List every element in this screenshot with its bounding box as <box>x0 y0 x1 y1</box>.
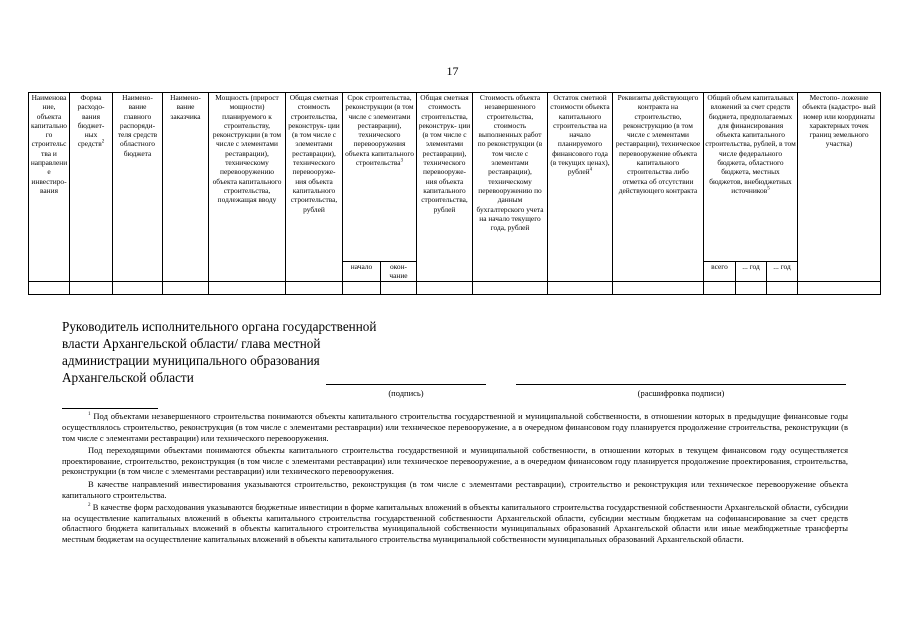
header-year-1: ... год <box>736 262 767 282</box>
footnotes <box>62 411 848 545</box>
header-location: Местопо- ложение объекта (кадастро- вый номер или координаты характерных точек границ земельного участка) <box>798 93 881 282</box>
investment-table <box>28 92 881 295</box>
footnote-2: $^2$ В качестве форм расходования указываются бюджетные инвестиции в форме капитальных вложений в объекты капитального строительства государственной собственности Архангельской области, субсидии на осуществление капитальных вложений в объекты капитального строительства государственной собственности Архангельской области, субсидии местным бюджетам на софинансирование за счет средств областного бюджета капитальных вложений в объекты капитального строительства муниципальной собственности муниципальных образований Архангельской области или иные межбюджетные трансферты местным бюджетам на осуществление капитальных вложений в объекты капитального строительства муниципальной собственности муниципальных образований Архангельской области. <box>62 501 848 545</box>
header-estimated-cost: Общая сметная стоимость строительства, реконструк- ции (в том числе с элементами реставрации), технического перевооруже- ния объекта капитального строительства, рублей <box>286 93 343 282</box>
decode-caption: (расшифровка подписи) <box>637 388 725 398</box>
header-year-2: ... год <box>767 262 798 282</box>
page-number: 17 <box>446 64 459 78</box>
decode-line <box>516 384 846 385</box>
header-total: всего <box>704 262 736 282</box>
footnote-paragraph-3: В качестве направлений инвестирования указываются строительство, реконструкция (в том числе с элементами реставрации), строительство и реконструкция или техническое перевооружение объекта капитального строительства. <box>62 478 848 500</box>
table-row <box>29 282 881 295</box>
header-construction-period: Срок строительства, реконструкции (в том числе с элементами реставрации), технического перевооружения объекта капитального строительства$^3$ <box>343 93 417 262</box>
header-remaining-cost: Остаток сметной стоимости объекта капитального строительства на начало планируемого финансового года (в текущих ценах), рублей$^4$ <box>548 93 613 282</box>
header-unfinished-cost: Стоимость объекта незавершенного строительства, стоимость выполненных работ по реконструкции (в том числе с элементами реставрации), техническому перевооружению по данным бухгалтерского учета на начало текущего года, рублей <box>473 93 548 282</box>
signatory-position: Руководитель исполнительного органа государственной власти Архангельской области/ глава местной администрации муниципального образования Архангельской области <box>62 319 377 385</box>
footnote-1: $^1$ Под объектами незавершенного строительства понимаются объекты капитального строительства государственной и муниципальной собственности, в отношении которых в предыдущие финансовые годы осуществлялось строительство, реконструкция (в том числе с элементами реставрации) или техническое перевооружение, а в очередном финансовом году планируется продолжение строительства, реконструкции (в том числе с элементами реставрации) или технического перевооружения. <box>62 411 848 443</box>
footnote-rule <box>62 408 158 409</box>
header-period-start: начало <box>343 262 381 282</box>
header-customer: Наимено- вание заказчика <box>163 93 209 282</box>
header-main-manager: Наимено- вание главного распоряди- теля средств областного бюджета <box>113 93 163 282</box>
header-total-investment: Общий объем капитальных вложений за счет средств бюджета, предполагаемых для финансирования объекта капитального строительства, рублей, в том числе федерального бюджета, областного бюджета, местных бюджетов, внебюджетных источников$^5$ <box>704 93 798 262</box>
footnote-paragraph-2: Под переходящими объектами понимаются объекты капитального строительства государственной и муниципальной собственности, в отношении которых в текущем финансовом году осуществляется проектирование, строительство, реконструкция (в том числе с элементами реставрации) или техническое перевооружение, а в очередном финансовом году планируется продолжение проектирования, строительства, реконструкции (в том числе с элементами реставрации) или технического перевооружения. <box>62 444 848 477</box>
header-estimated-cost-2: Общая сметная стоимость строительства, реконструк- ции (в том числе с элементами реставрации), технического перевооруже- ния объекта капитального строительства, рублей <box>417 93 473 282</box>
header-spending-form: Форма расходо- вания бюджет- ных средств$^2$ <box>70 93 113 282</box>
header-capacity: Мощность (прирост мощности) планируемого к строительству, реконструкции (в том числе с элементами реставрации), техническому перевооружению объекта капитального строительства, подлежащая вводу <box>209 93 286 282</box>
header-contract-details: Реквизиты действующего контракта на строительство, реконструкцию (в том числе с элементами реставрации), техническое перевооружение объекта капитального строительства либо отметка об отсутствии действующего контракта <box>613 93 704 282</box>
signature-line <box>326 384 486 385</box>
header-period-end: окон- чание <box>381 262 417 282</box>
header-object-name: Наименование, объекта капитального строительства и направление инвестиро- вания <box>29 93 70 282</box>
signature-caption: (подпись) <box>388 388 424 398</box>
